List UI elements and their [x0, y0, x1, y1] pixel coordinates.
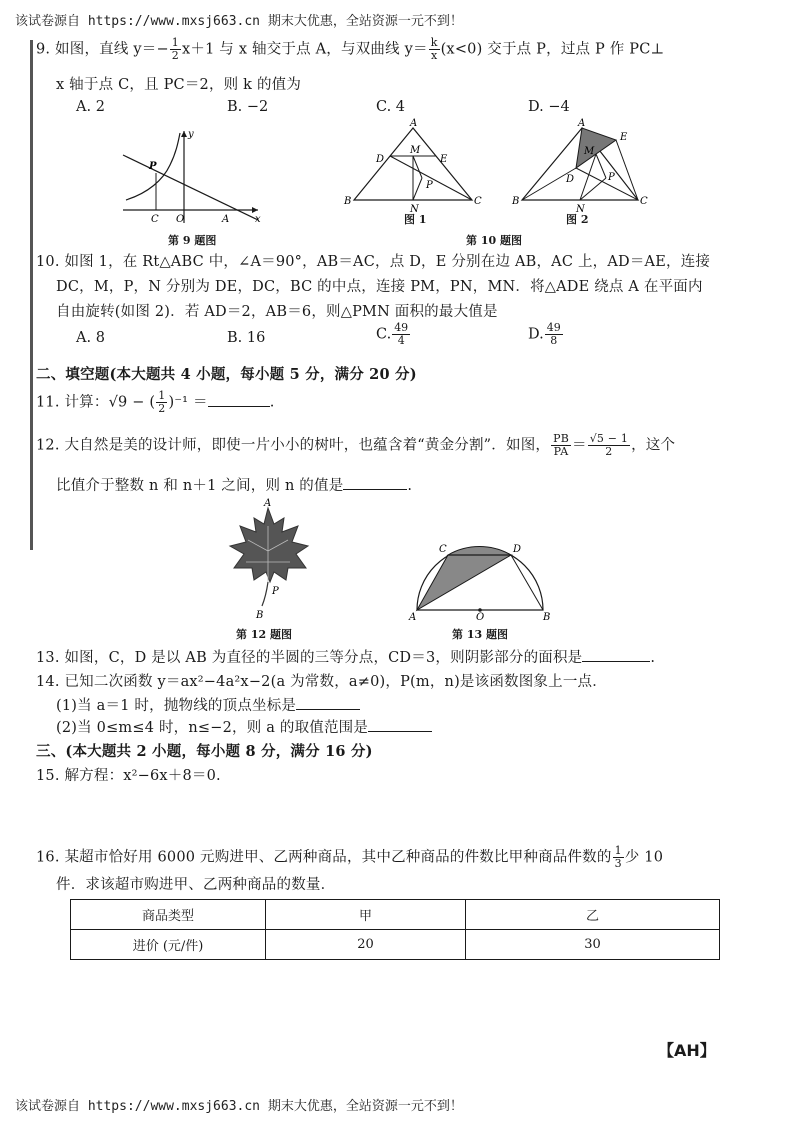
- q9-option-c: C. 4: [376, 99, 406, 115]
- q9-text-c: (x<0) 交于点 P，过点 P 作 PC⊥: [440, 41, 665, 58]
- table-cell: 20: [266, 930, 466, 960]
- fig10-1-label-c: C: [474, 196, 482, 207]
- q12-text-b: ，这个: [631, 437, 676, 454]
- fig12-label-b: B: [256, 610, 264, 621]
- q16-line1: [36, 845, 663, 870]
- fig9-label-x: x: [255, 214, 261, 225]
- q10-line3: 自由旋转(如图 2)．若 AD＝2，AB＝6，则△PMN 面积的最大值是: [56, 304, 498, 320]
- q13-end: .: [650, 650, 656, 666]
- q13-line: [36, 646, 655, 667]
- fig13-label-o: O: [476, 612, 485, 623]
- q11-fraction: [156, 390, 167, 415]
- fig12-label-a: A: [264, 498, 272, 509]
- table-header-row: [71, 900, 720, 930]
- q9-frac2-den: x: [430, 49, 438, 62]
- q16-fraction-third: [613, 845, 624, 870]
- q12-line1: [36, 433, 675, 458]
- fig10-1-label-m: M: [410, 145, 421, 156]
- q12-frac1-num: PB: [553, 432, 569, 445]
- q14-part1-blank[interactable]: [296, 697, 360, 710]
- fig10-2-caption: 图 2: [566, 213, 589, 226]
- q11-num: 1: [158, 389, 166, 402]
- q16-frac-den: 3: [614, 857, 622, 870]
- table-cell: 30: [466, 930, 720, 960]
- fig9-label-y: y: [188, 129, 194, 140]
- fig9-label-o: O: [176, 214, 185, 225]
- q12-line2: [56, 474, 412, 495]
- section-2-heading: 二、填空题(本大题共 4 小题，每小题 5 分，满分 20 分): [36, 366, 417, 383]
- fig9-label-a: A: [222, 214, 230, 225]
- q15-line: 15. 解方程：x²−6x＋8＝0.: [36, 768, 221, 784]
- q12-frac2-den: 2: [605, 445, 613, 458]
- q14-part2-text: (2)当 0≤m≤4 时，n≤−2，则 a 的取值范围是: [56, 720, 369, 736]
- q14-part2: [56, 716, 432, 737]
- q14-part2-blank[interactable]: [368, 719, 432, 732]
- fig10-2-label-n: N: [576, 204, 585, 213]
- q10-option-b: B. 16: [227, 330, 266, 346]
- fig10-1-label-b: B: [344, 196, 352, 207]
- q16-text-a: 16. 某超市恰好用 6000 元购进甲、乙两种商品，其中乙种商品的件数比甲种商品件数的: [36, 849, 612, 866]
- fig13-caption: 第 13 题图: [452, 628, 508, 641]
- version-tag: 【AH】: [658, 1041, 716, 1060]
- q11-line: [36, 390, 275, 415]
- q9-frac-den: 2: [171, 49, 179, 62]
- q9-frac2-num: k: [430, 36, 438, 49]
- q9-text-b: x＋1 与 x 轴交于点 A，与双曲线 y＝: [182, 41, 428, 58]
- q9-fraction-k-over-x: [429, 37, 440, 62]
- fig10-1-label-a: A: [410, 118, 418, 129]
- q12-frac1-den: PA: [553, 445, 569, 458]
- q14-line1: 14. 已知二次函数 y＝ax²−4a²x−2(a 为常数，a≠0)，P(m，n)是该函数图象上一点．: [36, 674, 607, 690]
- q9-line1: [36, 37, 664, 62]
- q10-line2: DC，M，P，N 分别为 DE，DC，BC 的中点，连接 PM，PN，MN．将△ADE 绕点 A 在平面内: [56, 279, 703, 295]
- q10-option-d-prefix: D.: [528, 326, 544, 343]
- q9-text-a: 9. 如图，直线 y＝−: [36, 41, 169, 58]
- q10-option-c-den: 4: [397, 334, 405, 347]
- figure-9-graph: [118, 125, 268, 225]
- fig10-2-label-c: C: [640, 196, 648, 207]
- q14-part1: [56, 694, 360, 715]
- q10-option-d-fraction: [545, 322, 563, 347]
- figure-13-semicircle: [405, 538, 555, 623]
- fig10-2-label-d: D: [566, 174, 575, 185]
- fig10-2-label-m: M: [584, 146, 595, 157]
- section-3-heading: 三、(本大题共 2 小题，每小题 8 分，满分 16 分): [36, 743, 373, 760]
- fig10-1-label-n: N: [410, 204, 419, 213]
- q12-end: .: [407, 478, 413, 494]
- fig10-2-label-p: P: [608, 172, 615, 183]
- q9-fraction-half: [170, 37, 181, 62]
- fig10-caption: 第 10 题图: [466, 234, 522, 247]
- header-banner: 该试卷源自 https://www.mxsj663.cn 期末大优惠，全站资源一元不到！: [15, 14, 463, 29]
- q12-answer-blank[interactable]: [343, 477, 407, 490]
- figure-10-2-triangle: [508, 118, 658, 213]
- fig9-label-p: P: [149, 161, 157, 172]
- fig9-caption: 第 9 题图: [168, 234, 217, 247]
- footer-banner: 该试卷源自 https://www.mxsj663.cn 期末大优惠，全站资源一元不到！: [15, 1099, 463, 1114]
- q9-option-b: B. −2: [227, 99, 269, 115]
- fig10-1-label-p: P: [426, 180, 433, 191]
- q16-frac-num: 1: [614, 844, 622, 857]
- q9-option-d: D. −4: [528, 99, 570, 115]
- fig10-2-label-e: E: [620, 132, 628, 143]
- q12-frac2-num: √5 − 1: [589, 432, 629, 445]
- q11-den: 2: [158, 402, 166, 415]
- figure-10-1-triangle: [340, 118, 490, 213]
- q9-frac-num: 1: [171, 36, 179, 49]
- price-table: [70, 899, 720, 960]
- q11-prefix: 11. 计算：√9 − (: [36, 394, 156, 411]
- fig12-caption: 第 12 题图: [236, 628, 292, 641]
- fig13-label-d: D: [513, 544, 522, 555]
- q11-suffix: )⁻¹ ＝: [168, 394, 208, 411]
- q16-line2: 件．求该超市购进甲、乙两种商品的数量．: [56, 877, 336, 893]
- fig10-1-label-e: E: [440, 154, 448, 165]
- fig13-label-a: A: [409, 612, 417, 623]
- q10-option-d-num: 49: [546, 321, 561, 334]
- fig10-2-label-a: A: [578, 118, 586, 129]
- q12-fraction-golden: [588, 433, 630, 458]
- fig10-2-label-b: B: [512, 196, 520, 207]
- q10-option-c-prefix: C.: [376, 326, 392, 343]
- table-header-cell: 甲: [266, 900, 466, 930]
- q13-text: 13. 如图，C，D 是以 AB 为直径的半圆的三等分点，CD＝3，则阴影部分的面积是: [36, 650, 583, 666]
- q11-end: .: [269, 394, 275, 411]
- fig12-label-p: P: [272, 586, 279, 597]
- q11-answer-blank[interactable]: [208, 394, 270, 407]
- table-header-cell: 商品类型: [71, 900, 266, 930]
- fig13-label-c: C: [439, 544, 447, 555]
- q13-answer-blank[interactable]: [582, 649, 650, 662]
- fig9-label-c: C: [151, 214, 159, 225]
- fig10-1-label-d: D: [376, 154, 385, 165]
- q9-line2: x 轴于点 C，且 PC＝2，则 k 的值为: [56, 77, 302, 93]
- q10-option-c-num: 49: [394, 321, 409, 334]
- fig13-label-b: B: [543, 612, 551, 623]
- left-binding-edge: [30, 40, 33, 550]
- q10-option-d: [528, 322, 564, 347]
- q14-part1-text: (1)当 a＝1 时，抛物线的顶点坐标是: [56, 698, 297, 714]
- table-header-cell: 乙: [466, 900, 720, 930]
- table-row: [71, 930, 720, 960]
- q12-text-a: 12. 大自然是美的设计师，即使一片小小的树叶，也蕴含着“黄金分割”．如图，: [36, 437, 551, 454]
- q9-option-a: A. 2: [76, 99, 105, 115]
- q10-option-c: [376, 322, 411, 347]
- q10-option-c-fraction: [392, 322, 410, 347]
- q10-line1: 10. 如图 1，在 Rt△ABC 中，∠A＝90°，AB＝AC，点 D，E 分别在边 AB，AC 上，AD＝AE，连接: [36, 254, 711, 270]
- q12-text-line2: 比值介于整数 n 和 n＋1 之间，则 n 的值是: [56, 478, 344, 494]
- q16-text-b: 少 10: [624, 849, 664, 866]
- figure-12-leaf: [218, 496, 318, 621]
- q10-option-d-den: 8: [550, 334, 558, 347]
- q12-fraction-pb-pa: [551, 433, 571, 458]
- fig10-1-caption: 图 1: [404, 213, 427, 226]
- q12-equals: ＝: [571, 437, 587, 454]
- table-cell: 进价 (元/件): [71, 930, 266, 960]
- q10-option-a: A. 8: [76, 330, 105, 346]
